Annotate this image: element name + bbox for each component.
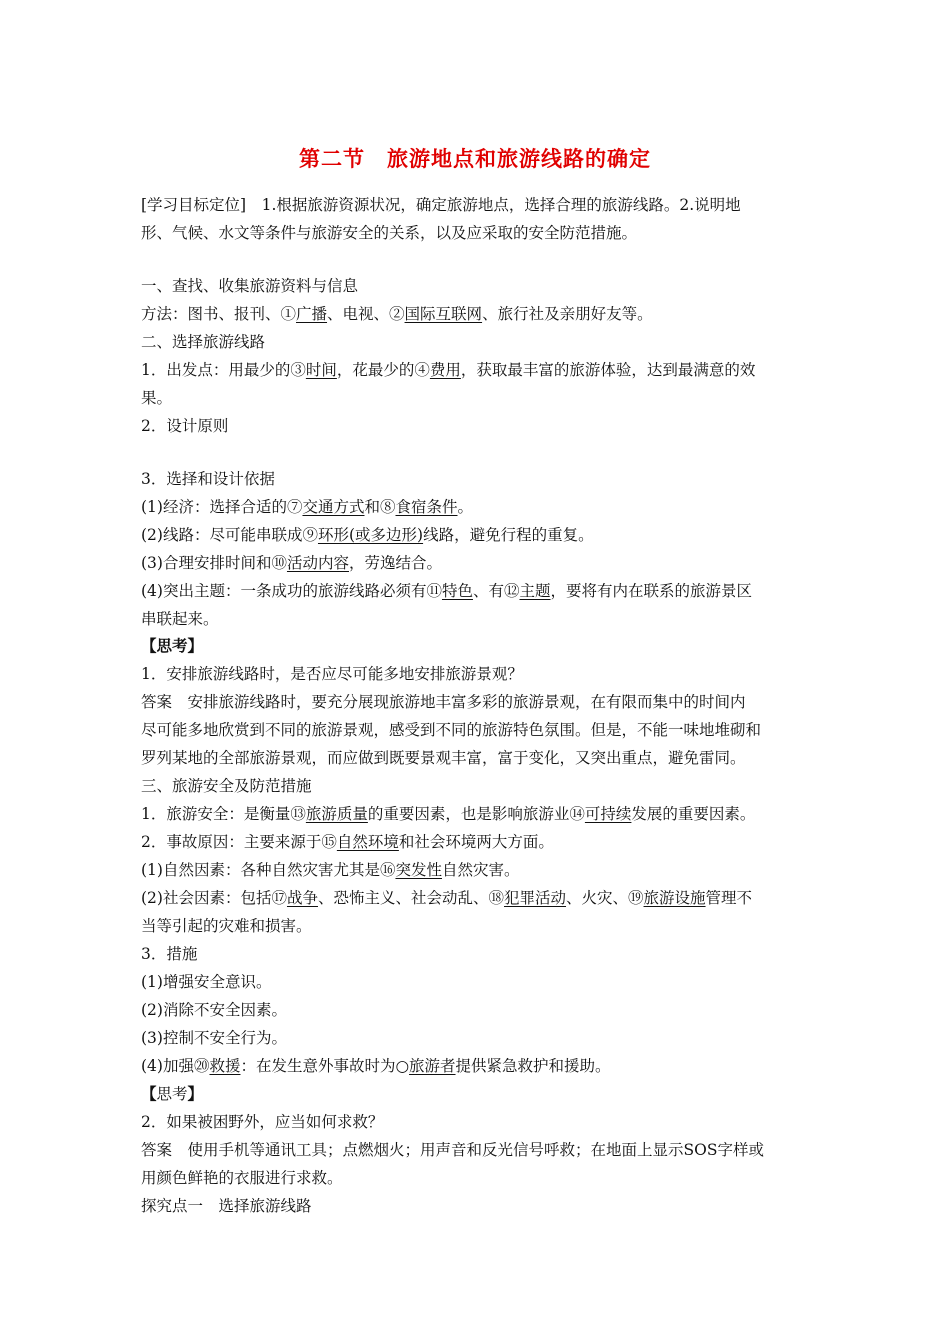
- text-segment: ：在发生意外事故时为○: [240, 1057, 410, 1075]
- text-segment: 2．事故原因：主要来源于⑮: [141, 833, 337, 851]
- underlined-answer: 环形(或多边形): [317, 526, 424, 544]
- text-line: [141, 804, 755, 824]
- underlined-answer: 广播: [296, 305, 328, 323]
- underlined-answer: 特色: [441, 582, 473, 600]
- text-segment: 3．措施: [141, 945, 198, 963]
- underlined-answer: 时间: [305, 361, 337, 379]
- underlined-answer: 国际互联网: [404, 305, 483, 323]
- underlined-answer: 犯罪活动: [504, 889, 567, 907]
- text-line: [141, 416, 228, 436]
- underlined-answer: 交通方式: [302, 498, 365, 516]
- text-segment: ，花最少的④: [336, 361, 430, 379]
- text-line: [141, 1028, 287, 1048]
- text-line: [141, 223, 637, 243]
- text-segment: ，要将有内在联系的旅游景区: [550, 582, 753, 600]
- text-line: [141, 469, 275, 489]
- page-title: 第二节 旅游地点和旅游线路的确定: [299, 147, 651, 171]
- text-segment: 和⑧: [364, 498, 396, 516]
- text-line: [141, 888, 752, 908]
- text-line: [141, 776, 312, 796]
- text-line: [141, 832, 554, 852]
- text-segment: 。: [457, 498, 474, 516]
- text-segment: 答案 使用手机等通讯工具；点燃烟火；用声音和反光信号呼救；在地面上显示SOS字样或: [141, 1141, 764, 1159]
- text-line: [141, 304, 653, 324]
- text-segment: 思考: [156, 1085, 188, 1103]
- text-segment: 和社会环境两大方面。: [398, 833, 554, 851]
- text-line: [141, 1056, 611, 1076]
- underlined-answer: 主题: [519, 582, 551, 600]
- text-segment: 线路，避免行程的重复。: [423, 526, 594, 544]
- text-line: [141, 332, 265, 352]
- text-line: [141, 944, 197, 964]
- text-line: [141, 1084, 203, 1104]
- text-segment: [学习目标定位] 1.根据旅游资源状况，确定旅游地点，选择合理的旅游线路。2.说明地: [141, 196, 741, 214]
- text-line: [141, 609, 219, 629]
- text-segment: (4)突出主题：一条成功的旅游线路必须有⑪: [141, 582, 442, 600]
- text-segment: 、有⑫: [472, 582, 520, 600]
- text-segment: 【思考】: [141, 636, 204, 655]
- text-segment: 2．如果被困野外，应当如何求救？: [141, 1113, 384, 1131]
- text-segment: 用颜色鲜艳的衣服进行求救。: [141, 1169, 343, 1187]
- text-segment: (2)消除不安全因素。: [141, 1001, 287, 1019]
- underlined-answer: 费用: [429, 361, 461, 379]
- text-segment: 一、查找、收集旅游资料与信息: [141, 277, 359, 295]
- text-line: [141, 195, 741, 215]
- text-segment: 、旅行社及亲朋好友等。: [482, 305, 653, 323]
- underlined-answer: 自然环境: [336, 833, 399, 851]
- underlined-answer: 战争: [286, 889, 318, 907]
- text-segment: 自然灾害。: [441, 861, 520, 879]
- text-line: [141, 1196, 312, 1216]
- text-segment: 发展的重要因素。: [631, 805, 756, 823]
- text-line: [141, 497, 473, 517]
- text-line: [141, 276, 358, 296]
- underlined-answer: 食宿条件: [395, 498, 458, 516]
- text-segment: 管理不: [705, 889, 753, 907]
- text-segment: (1)自然因素：各种自然灾害尤其是⑯: [141, 861, 396, 879]
- text-line: [141, 1112, 383, 1132]
- text-line: [141, 525, 594, 545]
- text-line: [141, 553, 442, 573]
- text-segment: (2)线路：尽可能串联成⑨: [141, 526, 318, 544]
- text-segment: 【: [141, 1084, 157, 1103]
- text-line: [141, 1000, 287, 1020]
- text-segment: 探究点一 选择旅游线路: [141, 1197, 312, 1215]
- underlined-answer: 可持续: [584, 805, 632, 823]
- text-segment: 】: [187, 1084, 204, 1103]
- text-segment: 答案 安排旅游线路时，要充分展现旅游地丰富多彩的旅游景观，在有限而集中的时间内: [141, 693, 746, 711]
- underlined-answer: 活动内容: [286, 554, 349, 572]
- text-segment: ，劳逸结合。: [348, 554, 442, 572]
- text-segment: 三、旅游安全及防范措施: [141, 777, 312, 795]
- text-segment: 2．设计原则: [141, 417, 229, 435]
- text-line: [141, 388, 172, 408]
- text-segment: (2)社会因素：包括⑰: [141, 889, 287, 907]
- text-line: [141, 916, 312, 936]
- text-line: [141, 581, 752, 601]
- text-line: [141, 720, 761, 740]
- text-line: [141, 360, 755, 380]
- text-segment: 的重要因素，也是影响旅游业⑭: [367, 805, 585, 823]
- underlined-answer: 突发性: [395, 861, 442, 879]
- text-line: [141, 860, 520, 880]
- text-segment: 尽可能多地欣赏到不同的旅游景观，感受到不同的旅游特色氛围。但是，不能一味地堆砌和: [141, 721, 762, 739]
- text-segment: (3)控制不安全行为。: [141, 1029, 287, 1047]
- text-segment: (4)加强⑳: [141, 1057, 210, 1075]
- text-line: [141, 1168, 343, 1188]
- text-segment: ，获取最丰富的旅游体验，达到最满意的效: [460, 361, 756, 379]
- text-line: [141, 1140, 764, 1160]
- text-segment: (3)合理安排时间和⑩: [141, 554, 287, 572]
- text-segment: 1．旅游安全：是衡量⑬: [141, 805, 306, 823]
- text-line: [141, 972, 271, 992]
- text-segment: 1．出发点：用最少的③: [141, 361, 306, 379]
- underlined-answer: 旅游质量: [305, 805, 368, 823]
- text-segment: 、火灾、⑲: [566, 889, 644, 907]
- text-line: [141, 748, 746, 768]
- underlined-answer: 旅游者: [409, 1057, 456, 1075]
- text-segment: (1)经济：选择合适的⑦: [141, 498, 303, 516]
- text-segment: 串联起来。: [141, 610, 219, 628]
- text-segment: 1．安排旅游线路时，是否应尽可能多地安排旅游景观？: [141, 665, 523, 683]
- underlined-answer: 旅游设施: [643, 889, 706, 907]
- text-segment: 提供紧急救护和援助。: [455, 1057, 611, 1075]
- text-line: [141, 692, 746, 712]
- text-line: [141, 664, 523, 684]
- underlined-answer: 救援: [209, 1057, 241, 1075]
- text-segment: (1)增强安全意识。: [141, 973, 272, 991]
- text-segment: 、电视、②: [327, 305, 405, 323]
- text-segment: 当等引起的灾难和损害。: [141, 917, 312, 935]
- text-segment: 形、气候、水文等条件与旅游安全的关系，以及应采取的安全防范措施。: [141, 224, 638, 242]
- text-segment: 方法：图书、报刊、①: [141, 305, 297, 323]
- text-segment: 罗列某地的全部旅游景观，而应做到既要景观丰富，富于变化，又突出重点，避免雷同。: [141, 749, 746, 767]
- text-line: [141, 636, 203, 656]
- text-segment: 二、选择旅游线路: [141, 333, 266, 351]
- text-segment: 果。: [141, 389, 173, 407]
- text-segment: 、恐怖主义、社会动乱、⑱: [317, 889, 504, 907]
- text-segment: 3．选择和设计依据: [141, 470, 275, 488]
